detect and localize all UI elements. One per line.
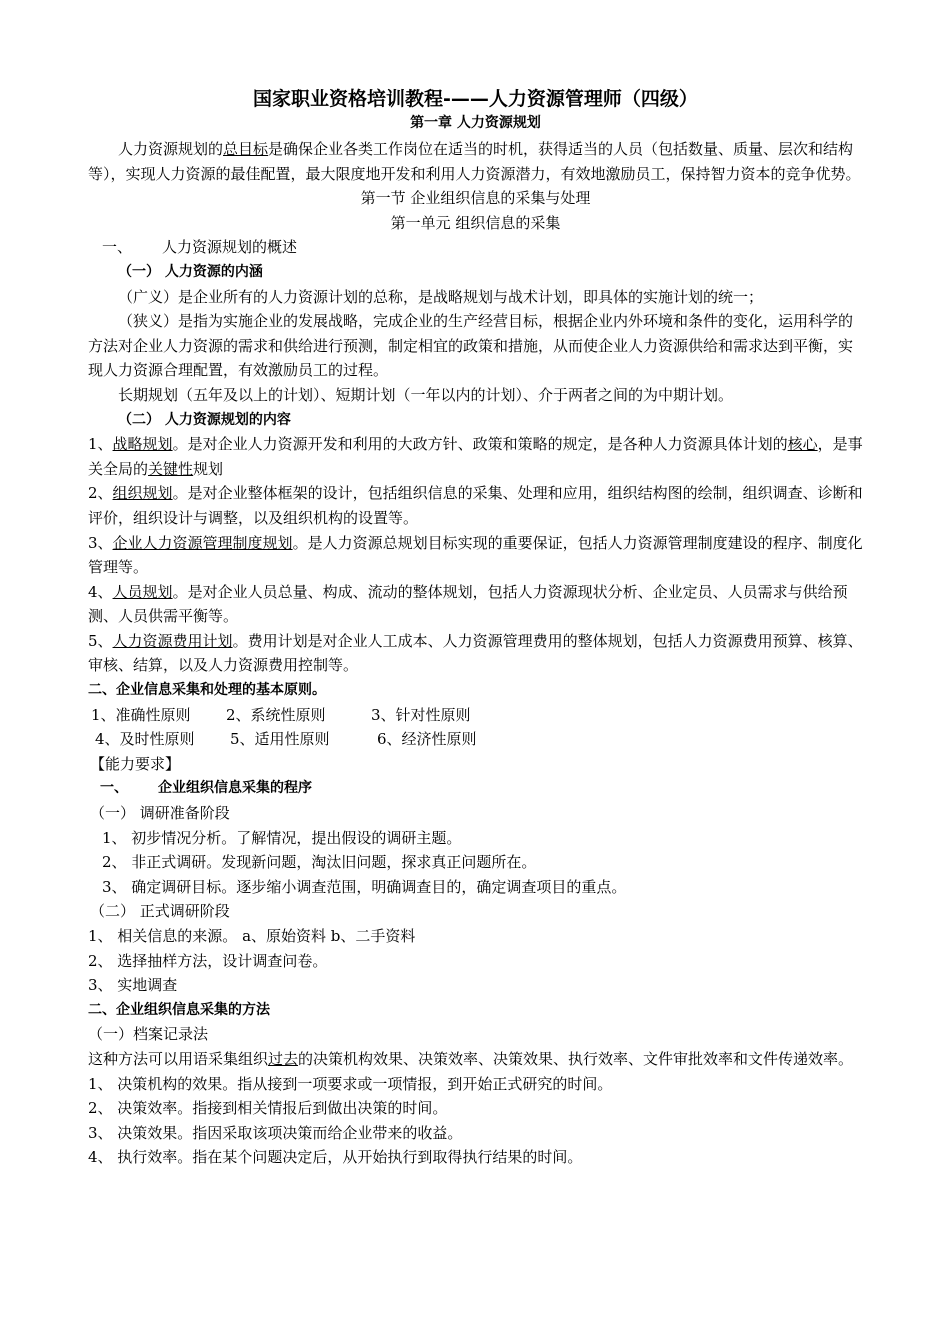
method-desc-underlined: 过去 [268,1049,299,1068]
ability-heading: 【能力要求】 [90,754,181,773]
item-text-3: 规划 [193,459,224,478]
procedure-text: 企业组织信息采集的程序 [158,780,312,797]
item-text: 。是对企业整体框架的设计，包括组织信息的采集、处理和应用，组织结构图的绘制，组织调查、诊断和评价，组织设计与调整，以及组织机构的设置等。 [88,484,863,527]
item-text: 。费用计划是对企业人工成本、人力资源管理费用的整体规划，包括人力资源费用预算、核算、审核、结算，以及人力资源费用控制等。 [88,631,863,675]
method-desc-text-rest: 的决策机构效果、决策效率、决策效果、执行效率、文件审批效率和文件传递效率。 [298,1049,854,1068]
intro-text: 人力资源规划的 [118,140,224,158]
section-heading: 第一节 企业组织信息的采集与处理 [360,189,591,208]
document-body [88,86,863,1170]
stage-2-heading: （二） 正式调研阶段 [90,902,230,921]
stage-item: 1、 初步情况分析。了解情况，提出假设的调研主题。 [102,828,462,847]
method-1-heading: （一）档案记录法 [88,1025,209,1044]
item-term: 战略规划 [112,435,173,454]
item-term: 人力资源费用计划 [112,631,233,650]
narrow-definition: （狭义）是指为实施企业的发展战略，完成企业的生产经营目标，根据企业内外环境和条件的变化，运用科学的方法对企业人力资源的需求和供给进行预测，制定相宜的政策和措施，从而使企业人力资源供给和需求达到平衡，实现人力资源合理配置，有效激励员工的过程。 [88,312,854,380]
principle-item: 5、适用性原则 [230,730,330,749]
chapter-heading: 第一章 人力资源规划 [410,115,541,131]
intro-text-rest: 是确保企业各类工作岗位在适当的时机，获得适当的人员（包括数量、质量、层次和结构等），实现人力资源的最佳配置，最大限度地开发和利用人力资源潜力，有效地激励员工，保持智力资本的竞争优势。 [88,140,861,183]
item-num: 3、 [88,533,113,552]
item-num: 1、 [88,435,113,454]
item-term: 组织规划 [112,484,173,503]
method-item: 4、 执行效率。指在某个问题决定后，从开始执行到取得执行结果的时间。 [88,1148,583,1167]
item-num: 4、 [88,582,113,601]
stage-item: 1、 相关信息的来源。 a、原始资料 b、二手资料 [88,927,416,945]
overview-num: 一、 [102,238,133,257]
intro-underlined: 总目标 [223,140,269,158]
list-item [88,580,863,629]
method-item: 1、 决策机构的效果。指从接到一项要求或一项情报，到开始正式研究的时间。 [88,1074,613,1093]
unit-heading: 第一单元 组织信息的采集 [390,213,561,232]
procedure-num: 一、 [100,780,128,797]
content-heading: （二） 人力资源规划的内容 [118,411,291,428]
term-paragraph: 长期规划（五年及以上的计划）、短期计划（一年以内的计划）、介于两者之间的为中期计划。 [118,385,734,404]
broad-definition: （广义）是企业所有的人力资源计划的总称，是战略规划与战术计划，即具体的实施计划的统一； [118,287,764,306]
principles-row-1 [88,703,863,728]
item-term-3: 关键性 [148,459,194,478]
method-desc-text: 这种方法可以用语采集组织 [88,1049,269,1068]
stage-item: 2、 非正式调研。发现新问题，淘汰旧问题，探求真正问题所在。 [102,853,537,872]
item-term: 人员规划 [112,582,173,601]
item-term: 企业人力资源管理制度规划 [112,533,293,552]
method-1-description [88,1047,863,1072]
list-item [88,531,863,580]
stage-item: 3、 确定调研目标。逐步缩小调查范围，明确调查目的，确定调查项目的重点。 [102,877,627,896]
item-text: 。是人力资源总规划目标实现的重要保证，包括人力资源管理制度建设的程序、制度化管理等。 [88,533,863,577]
principles-row-2 [88,727,863,752]
item-num: 5、 [88,631,113,650]
overview-heading [88,235,863,260]
stage-1-heading: （一） 调研准备阶段 [90,804,230,823]
list-item [88,432,863,481]
method-item: 3、 决策效果。指因采取该项决策而给企业带来的收益。 [88,1123,463,1142]
principle-item: 6、经济性原则 [377,730,477,749]
item-text: 。是对企业人力资源开发和利用的大政方针、政策和策略的规定，是各种人力资源具体计划的 [172,435,788,454]
doc-title: 国家职业资格培训教程-——人力资源管理师（四级） [253,88,698,110]
methods-heading: 二、企业组织信息采集的方法 [88,1001,270,1018]
stage-item: 2、 选择抽样方法，设计调查问卷。 [88,951,328,970]
overview-text: 人力资源规划的概述 [162,238,298,257]
method-item: 2、 决策效率。指接到相关情报后到做出决策的时间。 [88,1099,448,1118]
item-text-2: ，是事关全局的 [88,435,863,478]
item-term-2: 核心 [787,435,818,454]
principle-item: 2、系统性原则 [226,705,326,724]
principle-item: 3、针对性原则 [371,705,471,724]
meaning-heading: （一） 人力资源的内涵 [118,263,263,280]
list-item [88,629,863,678]
item-text: 。是对企业人员总量、构成、流动的整体规划，包括人力资源现状分析、企业定员、人员需求与供给预测、人员供需平衡等。 [88,582,848,626]
principles-heading: 二、企业信息采集和处理的基本原则。 [88,682,326,699]
stage-item: 3、 实地调查 [88,976,178,995]
procedure-heading [88,776,863,801]
list-item [88,481,863,530]
principle-item: 4、及时性原则 [95,730,195,749]
principle-item: 1、准确性原则 [91,705,191,724]
intro-paragraph [88,137,863,186]
item-num: 2、 [88,484,113,503]
